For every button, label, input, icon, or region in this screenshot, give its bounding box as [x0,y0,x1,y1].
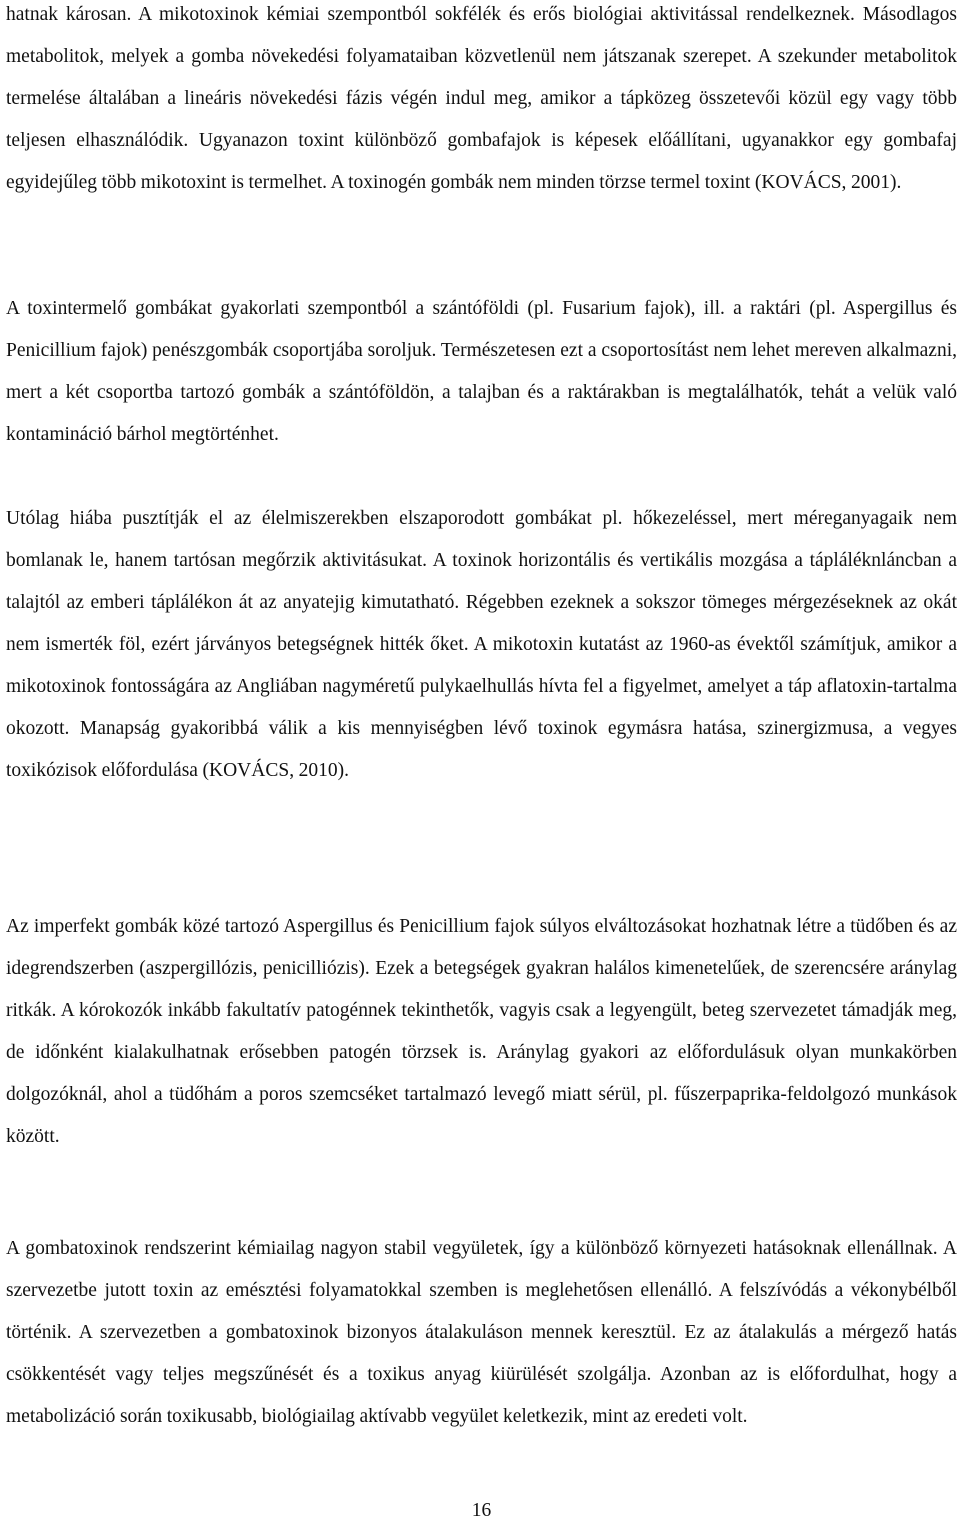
paragraph-toxin-stability-metabolism: A gombatoxinok rendszerint kémiailag nagyon stabil vegyületek, így a különböző környezeti hatásoknak ellenállnak. A szervezetbe jutott toxin az emésztési folyamatokkal szemben is meglehetősen ellenálló. A felszívódás a vékonybélből történik. A szervezetben a gombatoxinok bizonyos átalakuláson mennek keresztül. Ez az átalakulás a mérgező hatás csökkentését vagy teljes megszűnését és a toxikus anyag kiürülését szolgálja. Azonban az is előfordulhat, hogy a metabolizáció során toxikusabb, biológiailag aktívabb vegyület keletkezik, mint az eredeti volt. [6,1238,957,1427]
page-number: 16 [471,1500,492,1521]
paragraph-heat-treatment-history: Utólag hiába pusztítják el az élelmiszerekben elszaporodott gombákat pl. hőkezeléssel, mert méreganyagaik nem bomlanak le, hanem tartósan megőrzik aktivitásukat. A toxinok horizontális és vertikális mozgása a tápláléknláncban a talajtól az emberi táplálékon át az anyatejig kimutatható. Régebben ezeknek a sokszor tömeges mérgezéseknek az okát nem ismerték föl, ezért járványos betegségnek hitték őket. A mikotoxin kutatást az 1960-as évektől számítjuk, amikor a mikotoxinok fontosságára az Angliában nagyméretű pulykaelhullás hívta fel a figyelmet, amelyet a táp aflatoxin-tartalma okozott. Manapság gyakoribbá válik a kis mennyiségben lévő toxinok egymásra hatása, szinergizmusa, a vegyes toxikózisok előfordulása (KOVÁCS, 2010). [6,508,957,781]
paragraph-mycotoxin-chemistry: hatnak károsan. A mikotoxinok kémiai szempontból sokfélék és erős biológiai aktivitással rendelkeznek. Másodlagos metabolitok, melyek a gomba növekedési folyamataiban közvetlenül nem játszanak szerepet. A szekunder metabolitok termelése általában a lineáris növekedési fázis végén indul meg, amikor a tápközeg összetevői közül egy vagy több teljesen elhasználódik. Ugyanazon toxint különböző gombafajok is képesek előállítani, ugyanakkor egy gombafaj egyidejűleg több mikotoxint is termelhet. A toxinogén gombák nem minden törzse termel toxint (KOVÁCS, 2001). [6,4,957,193]
paragraph-toxin-producing-fungi: A toxintermelő gombákat gyakorlati szempontból a szántóföldi (pl. Fusarium fajok), ill. a raktári (pl. Aspergillus és Penicillium fajok) penészgombák csoportjába soroljuk. Természetesen ezt a csoportosítást nem lehet mereven alkalmazni, mert a két csoportba tartozó gombák a szántóföldön, a talajban és a raktárakban is megtalálhatók, tehát a velük való kontamináció bárhol megtörténhet. [6,298,957,445]
paragraph-imperfect-fungi-diseases: Az imperfekt gombák közé tartozó Aspergillus és Penicillium fajok súlyos elváltozásokat hozhatnak létre a tüdőben és az idegrendszerben (aszpergillózis, penicilliózis). Ezek a betegségek gyakran halálos kimenetelűek, de szerencsére aránylag ritkák. A kórokozók inkább fakultatív patogénnek tekinthetők, vagyis csak a legyengült, beteg szervezetet támadják meg, de időnként kialakulhatnak erősebben patogén törzsek is. Aránylag gyakori az előfordulásuk olyan munkakörben dolgozóknál, ahol a tüdőhám a poros szemcséket tartalmazó levegő miatt sérül, pl. fűszerpaprika-feldolgozó munkások között. [6,916,957,1147]
document-page [6,0,957,1524]
